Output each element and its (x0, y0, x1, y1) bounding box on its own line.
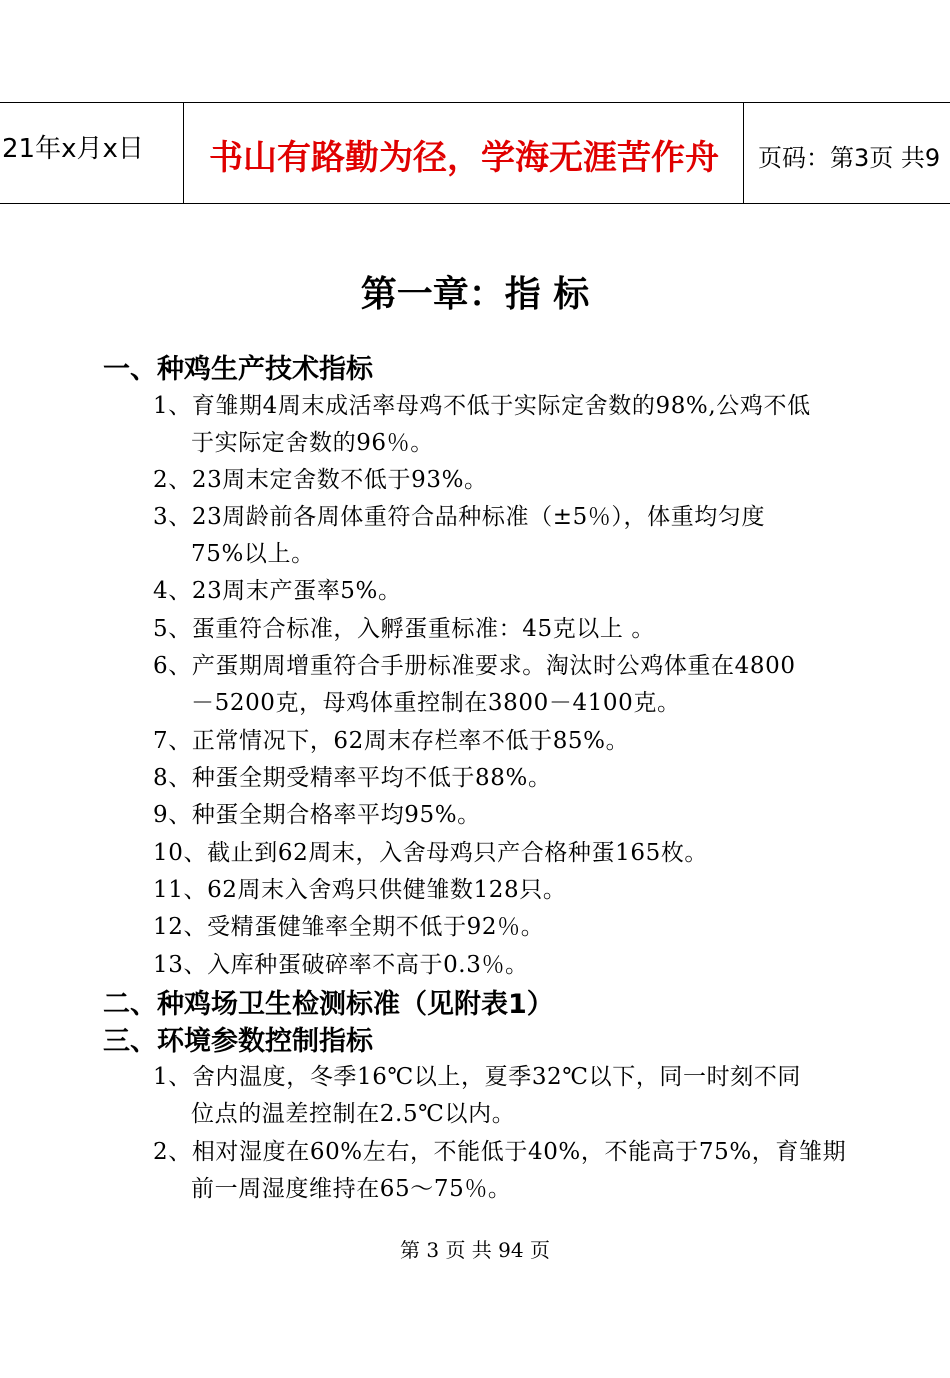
list-item: 7、正常情况下，62周末存栏率不低于85%。 (153, 728, 630, 754)
list-item: 1、育雏期4周末成活率母鸡不低于实际定舍数的98%,公鸡不低 (153, 393, 811, 419)
list-item: 1、舍内温度，冬季16℃以上，夏季32℃以下，同一时刻不同 (153, 1064, 802, 1090)
list-item: 8、种蛋全期受精率平均不低于88%。 (153, 765, 552, 791)
list-item-continuation: －5200克，母鸡体重控制在3800－4100克。 (191, 690, 681, 716)
section-title: 三、环境参数控制指标 (103, 1026, 373, 1057)
header-page-info: 页码：第3页 共9 (758, 144, 941, 172)
list-item: 3、23周龄前各周体重符合品种标准（±5％），体重均匀度 (153, 504, 766, 530)
list-item: 2、23周末定舍数不低于93%。 (153, 467, 488, 493)
header-date: 21年x月x日 (2, 134, 144, 164)
list-item-continuation: 75%以上。 (191, 541, 315, 567)
list-item: 12、受精蛋健雏率全期不低于92％。 (153, 914, 545, 940)
list-item: 6、产蛋期周增重符合手册标准要求。淘汰时公鸡体重在4800 (153, 653, 796, 679)
list-item: 4、23周末产蛋率5%。 (153, 578, 402, 604)
list-item-continuation: 于实际定舍数的96％。 (191, 430, 434, 456)
section-title: 一、种鸡生产技术指标 (103, 354, 373, 385)
header-motto: 书山有路勤为径，学海无涯苦作舟 (209, 138, 719, 178)
page-footer: 第 3 页 共 94 页 (400, 1238, 550, 1262)
header-divider-left (183, 102, 184, 204)
list-item: 9、种蛋全期合格率平均95%。 (153, 802, 481, 828)
header-bottom-rule (0, 203, 950, 204)
list-item-continuation: 位点的温差控制在2.5℃以内。 (191, 1101, 516, 1127)
list-item: 11、62周末入舍鸡只供健雏数128只。 (153, 877, 567, 903)
list-item: 2、相对湿度在60%左右，不能低于40%，不能高于75%，育雏期 (153, 1139, 847, 1165)
list-item: 5、蛋重符合标准，入孵蛋重标准：45克以上 。 (153, 616, 656, 642)
list-item-continuation: 前一周湿度维持在65～75％。 (191, 1176, 512, 1202)
section-title: 二、种鸡场卫生检测标准（见附表1） (103, 989, 554, 1020)
header-top-rule (0, 102, 950, 103)
chapter-title: 第一章：指 标 (360, 274, 590, 315)
header-divider-right (743, 102, 744, 204)
list-item: 10、截止到62周末，入舍母鸡只产合格种蛋165枚。 (153, 840, 709, 866)
list-item: 13、入库种蛋破碎率不高于0.3％。 (153, 952, 529, 978)
